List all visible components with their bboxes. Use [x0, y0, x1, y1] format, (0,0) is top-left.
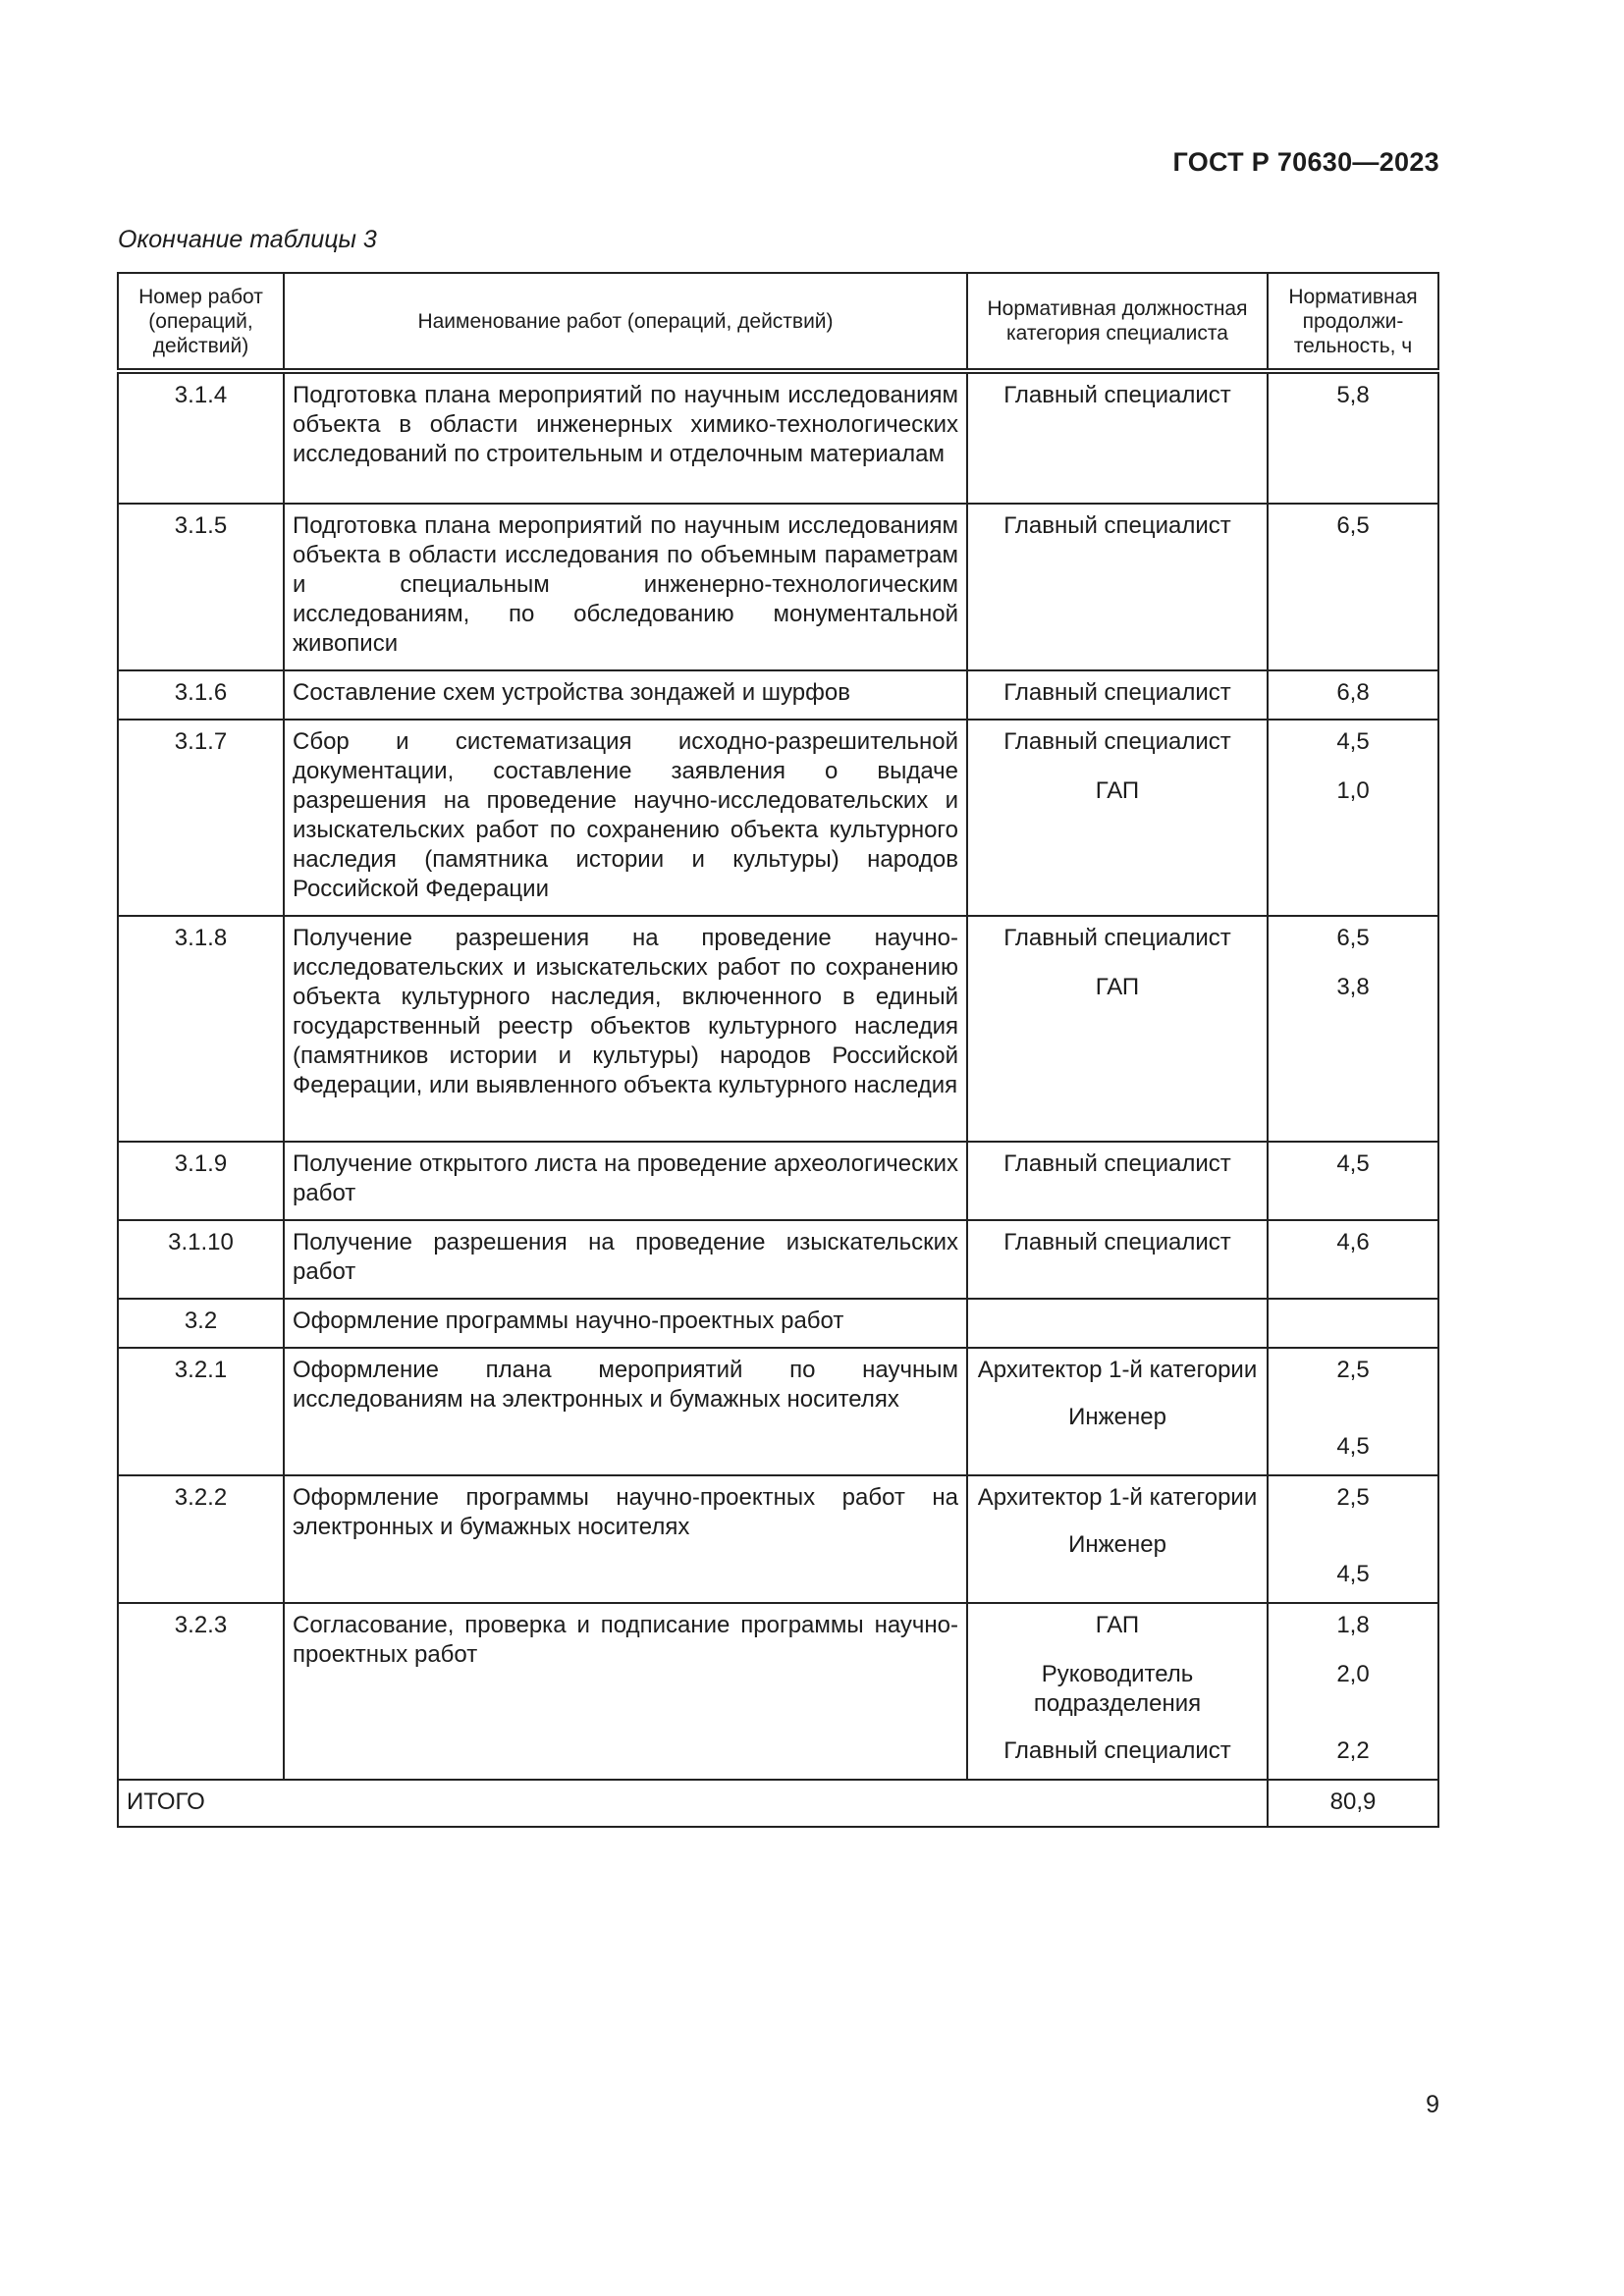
duration-cell [1268, 371, 1438, 504]
duration-value: 4,5 [1336, 1561, 1370, 1587]
work-number: 3.2.1 [118, 1348, 284, 1475]
work-number: 3.2 [118, 1299, 284, 1348]
total-row [118, 1780, 1438, 1827]
work-name: Получение разрешения на проведение научно-исследовательских и изыскательских работ по сохранению объекта культурного наследия, включенного в единый государственный реестр объектов культурного наследия (памятников истории и культуры) народов Российской Федерации, или выявленного объекта культурного наследия [284, 916, 967, 1142]
specialist-category: ГАП [1095, 974, 1140, 1000]
specialist-category: Главный специалист [1003, 925, 1231, 951]
specialist-category: Главный специалист [1003, 512, 1231, 539]
duration-value: 6,5 [1336, 512, 1370, 539]
work-number: 3.1.4 [118, 371, 284, 504]
specialist-category-cell [967, 1142, 1268, 1220]
specialist-category: Главный специалист [1003, 679, 1231, 706]
specialist-category-cell [967, 371, 1268, 504]
specialist-category: Главный специалист [1003, 1737, 1231, 1764]
specialist-category-cell [967, 1348, 1268, 1475]
duration-value: 4,5 [1336, 1150, 1370, 1177]
work-number: 3.1.9 [118, 1142, 284, 1220]
specialist-category: Главный специалист [1003, 1150, 1231, 1177]
duration-cell [1268, 916, 1438, 1142]
specialist-category-cell [967, 1299, 1268, 1348]
work-number: 3.1.10 [118, 1220, 284, 1299]
table-row [118, 720, 1438, 916]
table-row [118, 1142, 1438, 1220]
work-name: Составление схем устройства зондажей и шурфов [284, 670, 967, 720]
table-row [118, 1220, 1438, 1299]
work-number: 3.1.8 [118, 916, 284, 1142]
work-name: Подготовка плана мероприятий по научным исследованиям объекта в области инженерных химико-технологических исследований по строительным и отделочным материалам [284, 371, 967, 504]
header-category: Нормативная должностная категория специалиста [967, 273, 1268, 371]
work-number: 3.1.5 [118, 504, 284, 670]
table-row [118, 1299, 1438, 1348]
work-name: Оформление программы научно-проектных работ [284, 1299, 967, 1348]
specialist-category: Архитектор 1-й категории [977, 1484, 1258, 1511]
specialist-category: Главный специалист [1003, 728, 1231, 755]
specialist-category: Архитектор 1-й категории [977, 1357, 1258, 1383]
duration-cell [1268, 1475, 1438, 1603]
duration-value: 4,6 [1336, 1229, 1370, 1255]
specialist-category: ГАП [1095, 777, 1140, 804]
duration-value: 2,2 [1336, 1737, 1370, 1764]
specialist-category: Инженер [1068, 1404, 1166, 1430]
work-number: 3.1.6 [118, 670, 284, 720]
table-header-row [118, 273, 1438, 371]
duration-cell [1268, 504, 1438, 670]
table-row [118, 371, 1438, 504]
header-name: Наименование работ (операций, действий) [284, 273, 967, 371]
duration-value: 4,5 [1336, 1433, 1370, 1460]
work-number: 3.1.7 [118, 720, 284, 916]
table-row [118, 916, 1438, 1142]
specialist-category-cell [967, 504, 1268, 670]
work-number: 3.2.3 [118, 1603, 284, 1780]
duration-value: 1,0 [1336, 777, 1370, 804]
document-code: ГОСТ Р 70630—2023 [1172, 147, 1439, 177]
duration-value: 4,5 [1336, 728, 1370, 755]
total-label: ИТОГО [118, 1780, 1268, 1827]
specialist-category-cell [967, 1475, 1268, 1603]
duration-value: 1,8 [1336, 1612, 1370, 1638]
duration-cell [1268, 1603, 1438, 1780]
work-name: Сбор и систематизация исходно-разрешительной документации, составление заявления о выдаче разрешения на проведение научно-исследовательских и изыскательских работ по сохранению объекта культурного наследия (памятника истории и культуры) народов Российской Федерации [284, 720, 967, 916]
duration-cell [1268, 670, 1438, 720]
work-name: Подготовка плана мероприятий по научным исследованиям объекта в области исследования по объемным параметрам и специальным инженерно-технологическим исследованиям, по обследованию монументальной живописи [284, 504, 967, 670]
page-number: 9 [1426, 2091, 1439, 2118]
table-row [118, 1475, 1438, 1603]
specialist-category-cell [967, 670, 1268, 720]
duration-value: 2,5 [1336, 1357, 1370, 1383]
total-value: 80,9 [1268, 1780, 1438, 1827]
work-name: Получение открытого листа на проведение археологических работ [284, 1142, 967, 1220]
work-norms-table [117, 272, 1439, 1828]
table-row [118, 1603, 1438, 1780]
specialist-category: Главный специалист [1003, 382, 1231, 408]
specialist-category: Инженер [1068, 1531, 1166, 1558]
specialist-category-cell [967, 1603, 1268, 1780]
specialist-category: Руководитель подразделения [1033, 1661, 1202, 1717]
duration-value: 2,0 [1336, 1661, 1370, 1687]
specialist-category: ГАП [1095, 1612, 1140, 1638]
table-row [118, 1348, 1438, 1475]
work-number: 3.2.2 [118, 1475, 284, 1603]
duration-value: 2,5 [1336, 1484, 1370, 1511]
table-row [118, 504, 1438, 670]
work-name: Оформление программы научно-проектных работ на электронных и бумажных носителях [284, 1475, 967, 1603]
table-caption: Окончание таблицы 3 [118, 226, 377, 253]
duration-value: 5,8 [1336, 382, 1370, 408]
table-row [118, 670, 1438, 720]
duration-cell [1268, 1299, 1438, 1348]
work-name: Согласование, проверка и подписание программы научно-проектных работ [284, 1603, 967, 1780]
duration-cell [1268, 1220, 1438, 1299]
specialist-category-cell [967, 720, 1268, 916]
work-name: Оформление плана мероприятий по научным исследованиям на электронных и бумажных носителях [284, 1348, 967, 1475]
duration-value: 6,5 [1336, 925, 1370, 951]
work-name: Получение разрешения на проведение изыскательских работ [284, 1220, 967, 1299]
duration-value: 6,8 [1336, 679, 1370, 706]
header-number: Номер работ (операций, действий) [118, 273, 284, 371]
duration-cell [1268, 720, 1438, 916]
duration-value: 3,8 [1336, 974, 1370, 1000]
specialist-category-cell [967, 916, 1268, 1142]
specialist-category-cell [967, 1220, 1268, 1299]
duration-cell [1268, 1348, 1438, 1475]
duration-cell [1268, 1142, 1438, 1220]
header-duration: Нормативная продолжи-тельность, ч [1268, 273, 1438, 371]
specialist-category: Главный специалист [1003, 1229, 1231, 1255]
